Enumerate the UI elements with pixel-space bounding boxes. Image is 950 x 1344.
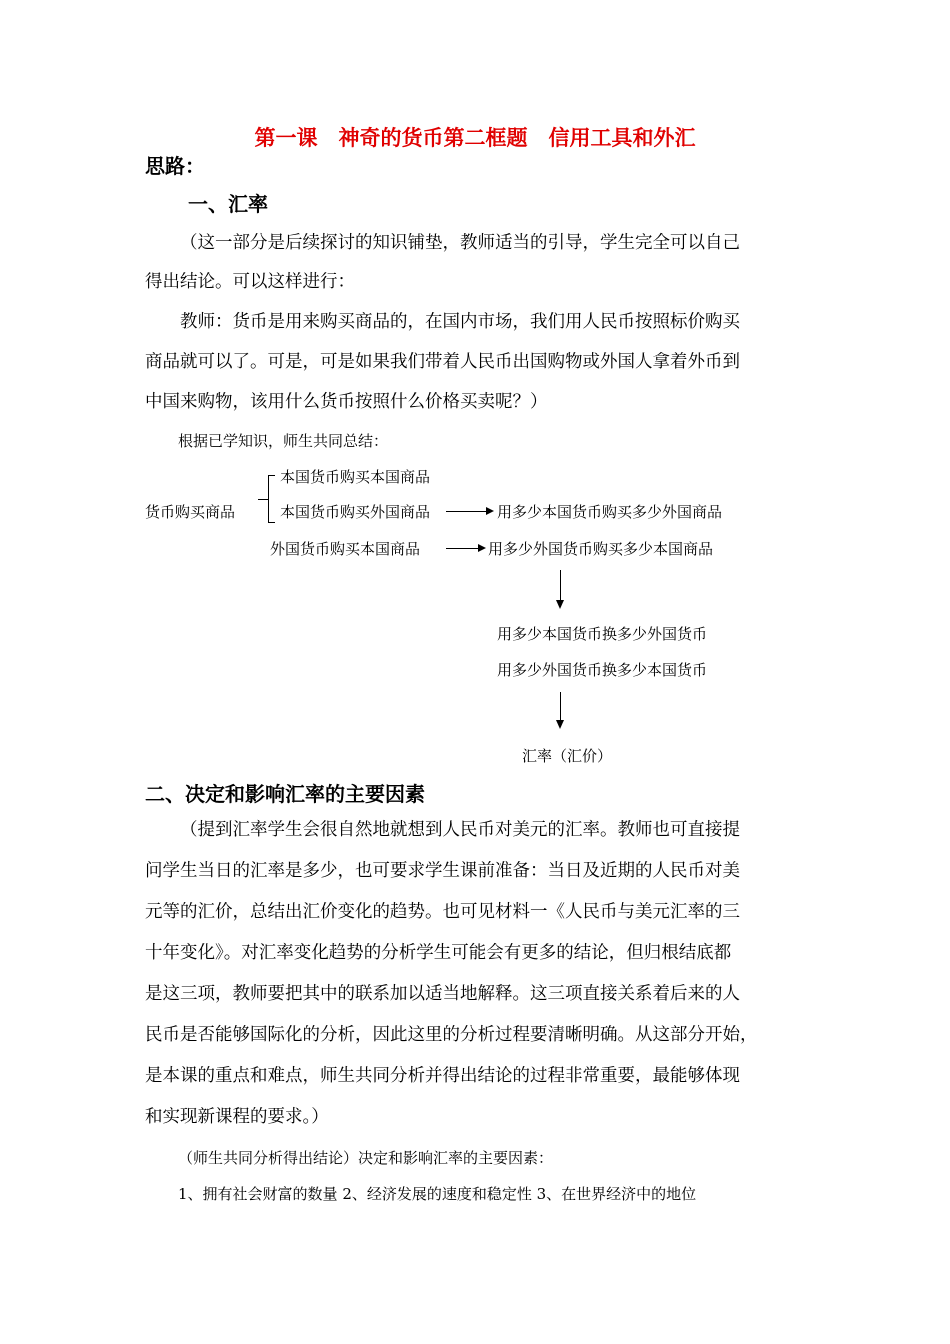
arrow-branch3-line (446, 548, 478, 549)
para2-line2: 商品就可以了。可是，可是如果我们带着人民币出国购物或外国人拿着外币到 (145, 352, 740, 372)
arrow-right-icon (478, 544, 486, 552)
section1-heading: 一、汇率 (188, 192, 268, 216)
diagram-branch2: 本国货币购买外国商品 (280, 503, 431, 521)
section2-factors: 1、拥有社会财富的数量 2、经济发展的速度和稳定性 3、在世界经济中的地位 (178, 1185, 697, 1203)
diagram-branch3-result: 用多少外国货币购买多少本国商品 (488, 540, 714, 558)
section2-line: 民币是否能够国际化的分析，因此这里的分析过程要清晰明确。从这部分开始， (145, 1025, 758, 1045)
para2-line3: 中国来购物，该用什么货币按照什么价格买卖呢？） (145, 392, 548, 412)
summary-intro: 根据已学知识，师生共同总结： (178, 432, 389, 450)
document-title: 第一课 神奇的货币第二框题 信用工具和外汇 (254, 126, 696, 150)
arrow-right-icon (486, 507, 494, 515)
bracket-top (268, 475, 275, 476)
bracket-mid (258, 499, 268, 500)
diagram-final: 汇率（汇价） (522, 747, 613, 765)
arrow-down-icon (556, 600, 564, 609)
heading-silu: 思路： (145, 154, 205, 178)
section2-line: 十年变化》。对汇率变化趋势的分析学生可能会有更多的结论，但归根结底都 (145, 943, 732, 963)
section2-line: 元等的汇价，总结出汇价变化的趋势。也可见材料一《人民币与美元汇率的三 (145, 902, 740, 922)
diagram-branch2-result: 用多少本国货币购买多少外国商品 (497, 503, 723, 521)
bracket-bottom (268, 522, 275, 523)
section2-line: 是这三项，教师要把其中的联系加以适当地解释。这三项直接关系着后来的人 (145, 984, 740, 1004)
section2-line: 和实现新课程的要求。） (145, 1107, 329, 1127)
section2-line: （提到汇率学生会很自然地就想到人民币对美元的汇率。教师也可直接提 (180, 820, 740, 840)
section2-line: 是本课的重点和难点，师生共同分析并得出结论的过程非常重要，最能够体现 (145, 1066, 740, 1086)
diagram-exchange2: 用多少外国货币换多少本国货币 (497, 661, 708, 679)
bracket-line (268, 475, 269, 522)
arrow-down-line-2 (560, 692, 561, 720)
section2-line: 问学生当日的汇率是多少，也可要求学生课前准备：当日及近期的人民币对美 (145, 861, 740, 881)
section2-heading: 二、决定和影响汇率的主要因素 (145, 782, 425, 806)
section2-conclusion: （师生共同分析得出结论）决定和影响汇率的主要因素： (178, 1149, 554, 1167)
para2-line1: 教师：货币是用来购买商品的，在国内市场，我们用人民币按照标价购买 (180, 312, 740, 332)
arrow-down-icon (556, 720, 564, 729)
para1-line1: （这一部分是后续探讨的知识铺垫，教师适当的引导，学生完全可以自己 (180, 233, 740, 253)
diagram-exchange1: 用多少本国货币换多少外国货币 (497, 625, 708, 643)
diagram-root: 货币购买商品 (145, 503, 236, 521)
arrow-down-line-1 (560, 570, 561, 600)
diagram-branch3: 外国货币购买本国商品 (270, 540, 421, 558)
diagram-branch1: 本国货币购买本国商品 (280, 468, 431, 486)
para1-line2: 得出结论。可以这样进行： (145, 272, 355, 292)
arrow-branch2-line (446, 511, 486, 512)
